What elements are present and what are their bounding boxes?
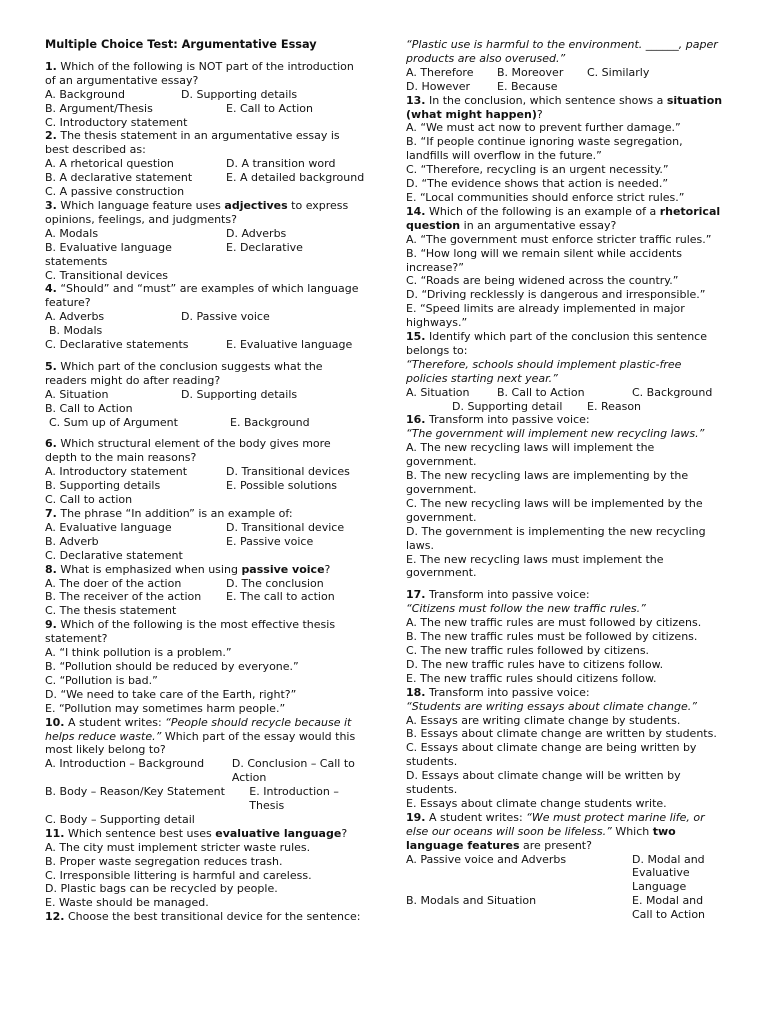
option-c[interactable]: C. Call to action <box>45 493 133 507</box>
option-d[interactable]: D. Supporting details <box>181 387 298 401</box>
question-stem-end: Which part of the essay would this most likely belong to? <box>45 729 356 757</box>
option-c[interactable]: C. Declarative statements <box>45 338 189 352</box>
question-stem: Which sentence best uses <box>68 826 212 840</box>
question-stem: “Should” and “must” are examples of which language feature? <box>45 282 359 310</box>
question-stem-end: in an argumentative essay? <box>463 218 617 232</box>
option-b[interactable]: B. Modals <box>49 324 103 338</box>
option-b[interactable]: B. Essays about climate change are written by students. <box>406 727 717 741</box>
option-b[interactable]: B. Moreover <box>497 65 564 79</box>
option-d[interactable]: D. Plastic bags can be recycled by people. <box>45 882 278 896</box>
option-a[interactable]: A. A rhetorical question <box>45 157 174 171</box>
question-stem: What is emphasized when using <box>60 562 238 576</box>
question-number: 16. <box>406 413 426 427</box>
option-e[interactable]: E. Background <box>230 415 310 429</box>
question-stem-mid: Which <box>615 824 650 838</box>
option-d[interactable]: D. Supporting detail <box>452 399 563 413</box>
question-number: 19. <box>406 810 426 824</box>
option-d[interactable]: D. Transitional devices <box>226 465 350 479</box>
option-b[interactable]: B. Supporting details <box>45 479 161 493</box>
question-3 <box>45 199 365 227</box>
option-c[interactable]: C. Similarly <box>587 65 650 79</box>
option-a[interactable]: A. Evaluative language <box>45 520 172 534</box>
question-number: 2. <box>45 129 57 143</box>
option-a[interactable]: A. The new recycling laws will implement the government. <box>406 441 655 469</box>
question-4 <box>45 282 365 310</box>
option-b[interactable]: B. Argument/Thesis <box>45 101 153 115</box>
option-e[interactable]: E. Reason <box>587 399 642 413</box>
question-keyword: evaluative language <box>215 826 342 840</box>
option-a[interactable]: A. The new traffic rules are must followed by citizens. <box>406 616 702 630</box>
option-c[interactable]: C. Sum up of Argument <box>49 415 178 429</box>
option-e[interactable]: E. Passive voice <box>226 534 314 548</box>
option-a[interactable]: A. Introduction – Background <box>45 757 205 771</box>
option-c[interactable]: C. Body – Supporting detail <box>45 812 195 826</box>
question-7 <box>45 507 365 521</box>
question-number: 13. <box>406 93 426 107</box>
question-stem-end: are present? <box>523 838 592 852</box>
left-column <box>45 38 365 924</box>
question-number: 6. <box>45 437 57 451</box>
option-e[interactable]: E. “Speed limits are already implemented in major highways.” <box>406 302 685 330</box>
question-keyword: rhetorical question <box>406 204 721 232</box>
question-stem: Which of the following is the most effective thesis statement? <box>45 618 336 646</box>
question-number: 7. <box>45 507 57 520</box>
option-d[interactable]: D. “Driving recklessly is dangerous and irresponsible.” <box>406 288 706 302</box>
question-stem: A student writes: <box>429 810 523 824</box>
option-b[interactable]: B. Adverb <box>45 534 99 548</box>
question-stem: Choose the best transitional device for the sentence: <box>68 910 361 924</box>
question-stem: The thesis statement in an argumentative essay is best described as: <box>45 129 340 157</box>
question-11 <box>45 827 365 841</box>
option-c[interactable]: C. Declarative statement <box>45 548 183 562</box>
option-b[interactable]: B. The receiver of the action <box>45 590 202 604</box>
question-2 <box>45 129 365 157</box>
question-number: 15. <box>406 330 426 344</box>
option-e[interactable]: E. The call to action <box>226 590 335 604</box>
question-stem: Which of the following is an example of a <box>429 204 657 218</box>
option-d[interactable]: D. The new traffic rules have to citizens follow. <box>406 657 664 671</box>
option-b[interactable]: B. The new traffic rules must be followed by citizens. <box>406 630 698 644</box>
option-b[interactable]: B. “If people continue ignoring waste segregation, landfills will overflow in the future.” <box>406 135 683 163</box>
question-number: 12. <box>45 910 65 924</box>
question-number: 5. <box>45 359 57 373</box>
question-number: 18. <box>406 685 426 699</box>
option-e[interactable]: E. The new traffic rules should citizens follow. <box>406 671 657 685</box>
option-e[interactable]: E. Introduction – Thesis <box>249 785 339 813</box>
question-number: 4. <box>45 282 57 296</box>
question-quote: “The government will implement new recycling laws.” <box>406 427 705 441</box>
question-stem: The phrase “In addition” is an example of: <box>60 507 293 520</box>
option-e[interactable]: E. “Local communities should enforce strict rules.” <box>406 190 685 204</box>
option-a[interactable]: A. Situation <box>406 385 470 399</box>
right-column <box>406 38 726 922</box>
question-stem: Transform into passive voice: <box>429 413 590 427</box>
option-c[interactable]: C. A passive construction <box>45 185 185 199</box>
option-c[interactable]: C. Irresponsible littering is harmful and careless. <box>45 868 312 882</box>
question-12-quote: “Plastic use is harmful to the environment. ______, paper products are also overused.” <box>406 38 718 65</box>
option-a[interactable]: A. Adverbs <box>45 310 105 324</box>
question-keyword: adjectives <box>224 198 288 212</box>
option-a[interactable]: A. Therefore <box>406 65 474 79</box>
question-1 <box>45 60 365 88</box>
option-c[interactable]: C. Background <box>632 385 713 399</box>
question-12 <box>45 910 365 924</box>
option-a[interactable]: A. Situation <box>45 387 109 401</box>
question-number: 11. <box>45 826 65 840</box>
option-a[interactable]: A. “The government must enforce stricter traffic rules.” <box>406 232 712 246</box>
option-e[interactable]: E. Evaluative language <box>226 338 353 352</box>
option-e[interactable]: E. A detailed background <box>226 171 365 185</box>
option-b[interactable]: B. The new recycling laws are implementing by the government. <box>406 469 689 496</box>
option-c[interactable]: C. Essays about climate change are being written by students. <box>406 741 697 769</box>
question-stem: Which structural element of the body gives more depth to the main reasons? <box>45 437 331 465</box>
option-e[interactable]: E. Waste should be managed. <box>45 896 209 910</box>
option-b[interactable]: B. A declarative statement <box>45 171 193 185</box>
option-d[interactable]: D. Conclusion – Call to Action <box>231 757 355 785</box>
option-b[interactable]: B. Proper waste segregation reduces trash. <box>45 854 283 868</box>
option-b[interactable]: B. Call to Action <box>497 385 585 399</box>
option-e[interactable]: E. Because <box>497 79 558 93</box>
question-stem: Transform into passive voice: <box>429 588 590 602</box>
option-d[interactable]: D. Passive voice <box>181 310 270 324</box>
option-a[interactable]: A. The doer of the action <box>45 576 182 590</box>
option-a[interactable]: A. Passive voice and Adverbs <box>406 852 567 866</box>
question-keyword: two language features <box>406 824 676 852</box>
question-number: 14. <box>406 204 426 218</box>
question-10 <box>45 716 365 758</box>
option-e[interactable]: E. The new recycling laws must implement the government. <box>406 552 664 580</box>
question-17 <box>406 588 726 602</box>
question-8 <box>45 563 365 577</box>
question-5 <box>45 360 365 388</box>
option-b[interactable]: B. “How long will we remain silent while accidents increase?” <box>406 246 682 274</box>
option-d[interactable]: D. Transitional device <box>226 520 345 534</box>
option-a[interactable]: A. The city must implement stricter waste rules. <box>45 840 311 854</box>
option-d[interactable]: D. The government is implementing the new recycling laws. <box>406 524 706 552</box>
question-15 <box>406 330 726 358</box>
option-e[interactable]: E. Essays about climate change students write. <box>406 796 667 810</box>
question-number: 1. <box>45 59 57 73</box>
option-b[interactable]: B. Body – Reason/Key Statement <box>45 785 225 799</box>
question-quote: “People should recycle because it helps reduce waste.” <box>45 715 352 743</box>
question-number: 17. <box>406 588 426 602</box>
question-stem: Which of the following is NOT part of the introduction of an argumentative essay? <box>45 59 354 87</box>
option-e[interactable]: E. Possible solutions <box>226 479 338 493</box>
option-a[interactable]: A. “We must act now to prevent further damage.” <box>406 121 681 135</box>
question-number: 9. <box>45 618 57 632</box>
question-9 <box>45 618 365 646</box>
question-keyword: passive voice <box>241 562 325 576</box>
question-number: 8. <box>45 562 57 576</box>
question-stem: Transform into passive voice: <box>429 685 590 699</box>
option-d[interactable]: D. “We need to take care of the Earth, right?” <box>45 687 297 701</box>
question-quote: “We must protect marine life, or else our oceans will soon be lifeless.” <box>406 810 705 838</box>
option-d[interactable]: D. A transition word <box>226 157 336 171</box>
option-a[interactable]: A. “I think pollution is a problem.” <box>45 646 232 660</box>
option-c[interactable]: C. The new traffic rules followed by citizens. <box>406 643 650 657</box>
option-c[interactable]: C. The new recycling laws will be implemented by the government. <box>406 496 703 524</box>
option-d[interactable]: D. However <box>406 79 471 93</box>
test-title: Multiple Choice Test: Argumentative Essay <box>45 38 317 51</box>
option-e[interactable]: E. Declarative statements <box>45 240 303 268</box>
option-c[interactable]: C. Introductory statement <box>45 115 188 129</box>
option-b[interactable]: B. Call to Action <box>45 401 133 415</box>
option-d[interactable]: D. The conclusion <box>226 576 324 590</box>
question-stem: Which part of the conclusion suggests what the readers might do after reading? <box>45 359 323 387</box>
option-d[interactable]: D. “The evidence shows that action is needed.” <box>406 177 669 191</box>
option-d[interactable]: D. Adverbs <box>226 226 287 240</box>
option-b[interactable]: B. “Pollution should be reduced by everyone.” <box>45 659 299 673</box>
option-b[interactable]: B. Modals and Situation <box>406 894 537 908</box>
question-quote: “Citizens must follow the new traffic rules.” <box>406 602 646 616</box>
option-c[interactable]: C. “Pollution is bad.” <box>45 673 158 687</box>
question-18 <box>406 686 726 700</box>
option-a[interactable]: A. Introductory statement <box>45 465 188 479</box>
question-quote: “Therefore, schools should implement plastic-free policies starting next year.” <box>406 357 682 385</box>
question-13 <box>406 94 726 122</box>
question-stem-end: ? <box>324 562 331 576</box>
option-d[interactable]: D. Essays about climate change will be written by students. <box>406 769 681 797</box>
question-stem-end: ? <box>341 826 348 840</box>
question-quote: “Students are writing essays about climate change.” <box>406 699 697 713</box>
option-a[interactable]: A. Background <box>45 87 125 101</box>
question-19 <box>406 811 726 853</box>
question-16 <box>406 413 726 427</box>
option-c[interactable]: C. Transitional devices <box>45 268 169 282</box>
option-c[interactable]: C. The thesis statement <box>45 604 177 618</box>
question-number: 10. <box>45 715 65 729</box>
question-number: 3. <box>45 198 57 212</box>
option-b[interactable]: B. Evaluative language <box>45 240 172 254</box>
option-c[interactable]: C. “Therefore, recycling is an urgent necessity.” <box>406 163 669 177</box>
question-stem-end: ? <box>536 107 543 121</box>
option-c[interactable]: C. “Roads are being widened across the country.” <box>406 274 679 288</box>
option-a[interactable]: A. Modals <box>45 226 99 240</box>
question-stem: In the conclusion, which sentence shows a <box>429 93 664 107</box>
question-stem: A student writes: <box>68 715 162 729</box>
question-14 <box>406 205 726 233</box>
question-stem-end: to express opinions, feelings, and judgments? <box>45 198 349 226</box>
option-e[interactable]: E. Call to Action <box>226 101 313 115</box>
option-a[interactable]: A. Essays are writing climate change by students. <box>406 713 681 727</box>
option-e[interactable]: E. Modal and Call to Action <box>632 894 706 922</box>
question-stem: Identify which part of the conclusion this sentence belongs to: <box>406 330 707 357</box>
option-d[interactable]: D. Supporting details <box>181 87 298 101</box>
option-d[interactable]: D. Modal and Evaluative Language <box>632 852 705 894</box>
option-e[interactable]: E. “Pollution may sometimes harm people.” <box>45 701 286 715</box>
question-stem: Which language feature uses <box>60 198 221 212</box>
question-6 <box>45 437 365 465</box>
question-keyword: situation (what might happen) <box>406 93 723 121</box>
